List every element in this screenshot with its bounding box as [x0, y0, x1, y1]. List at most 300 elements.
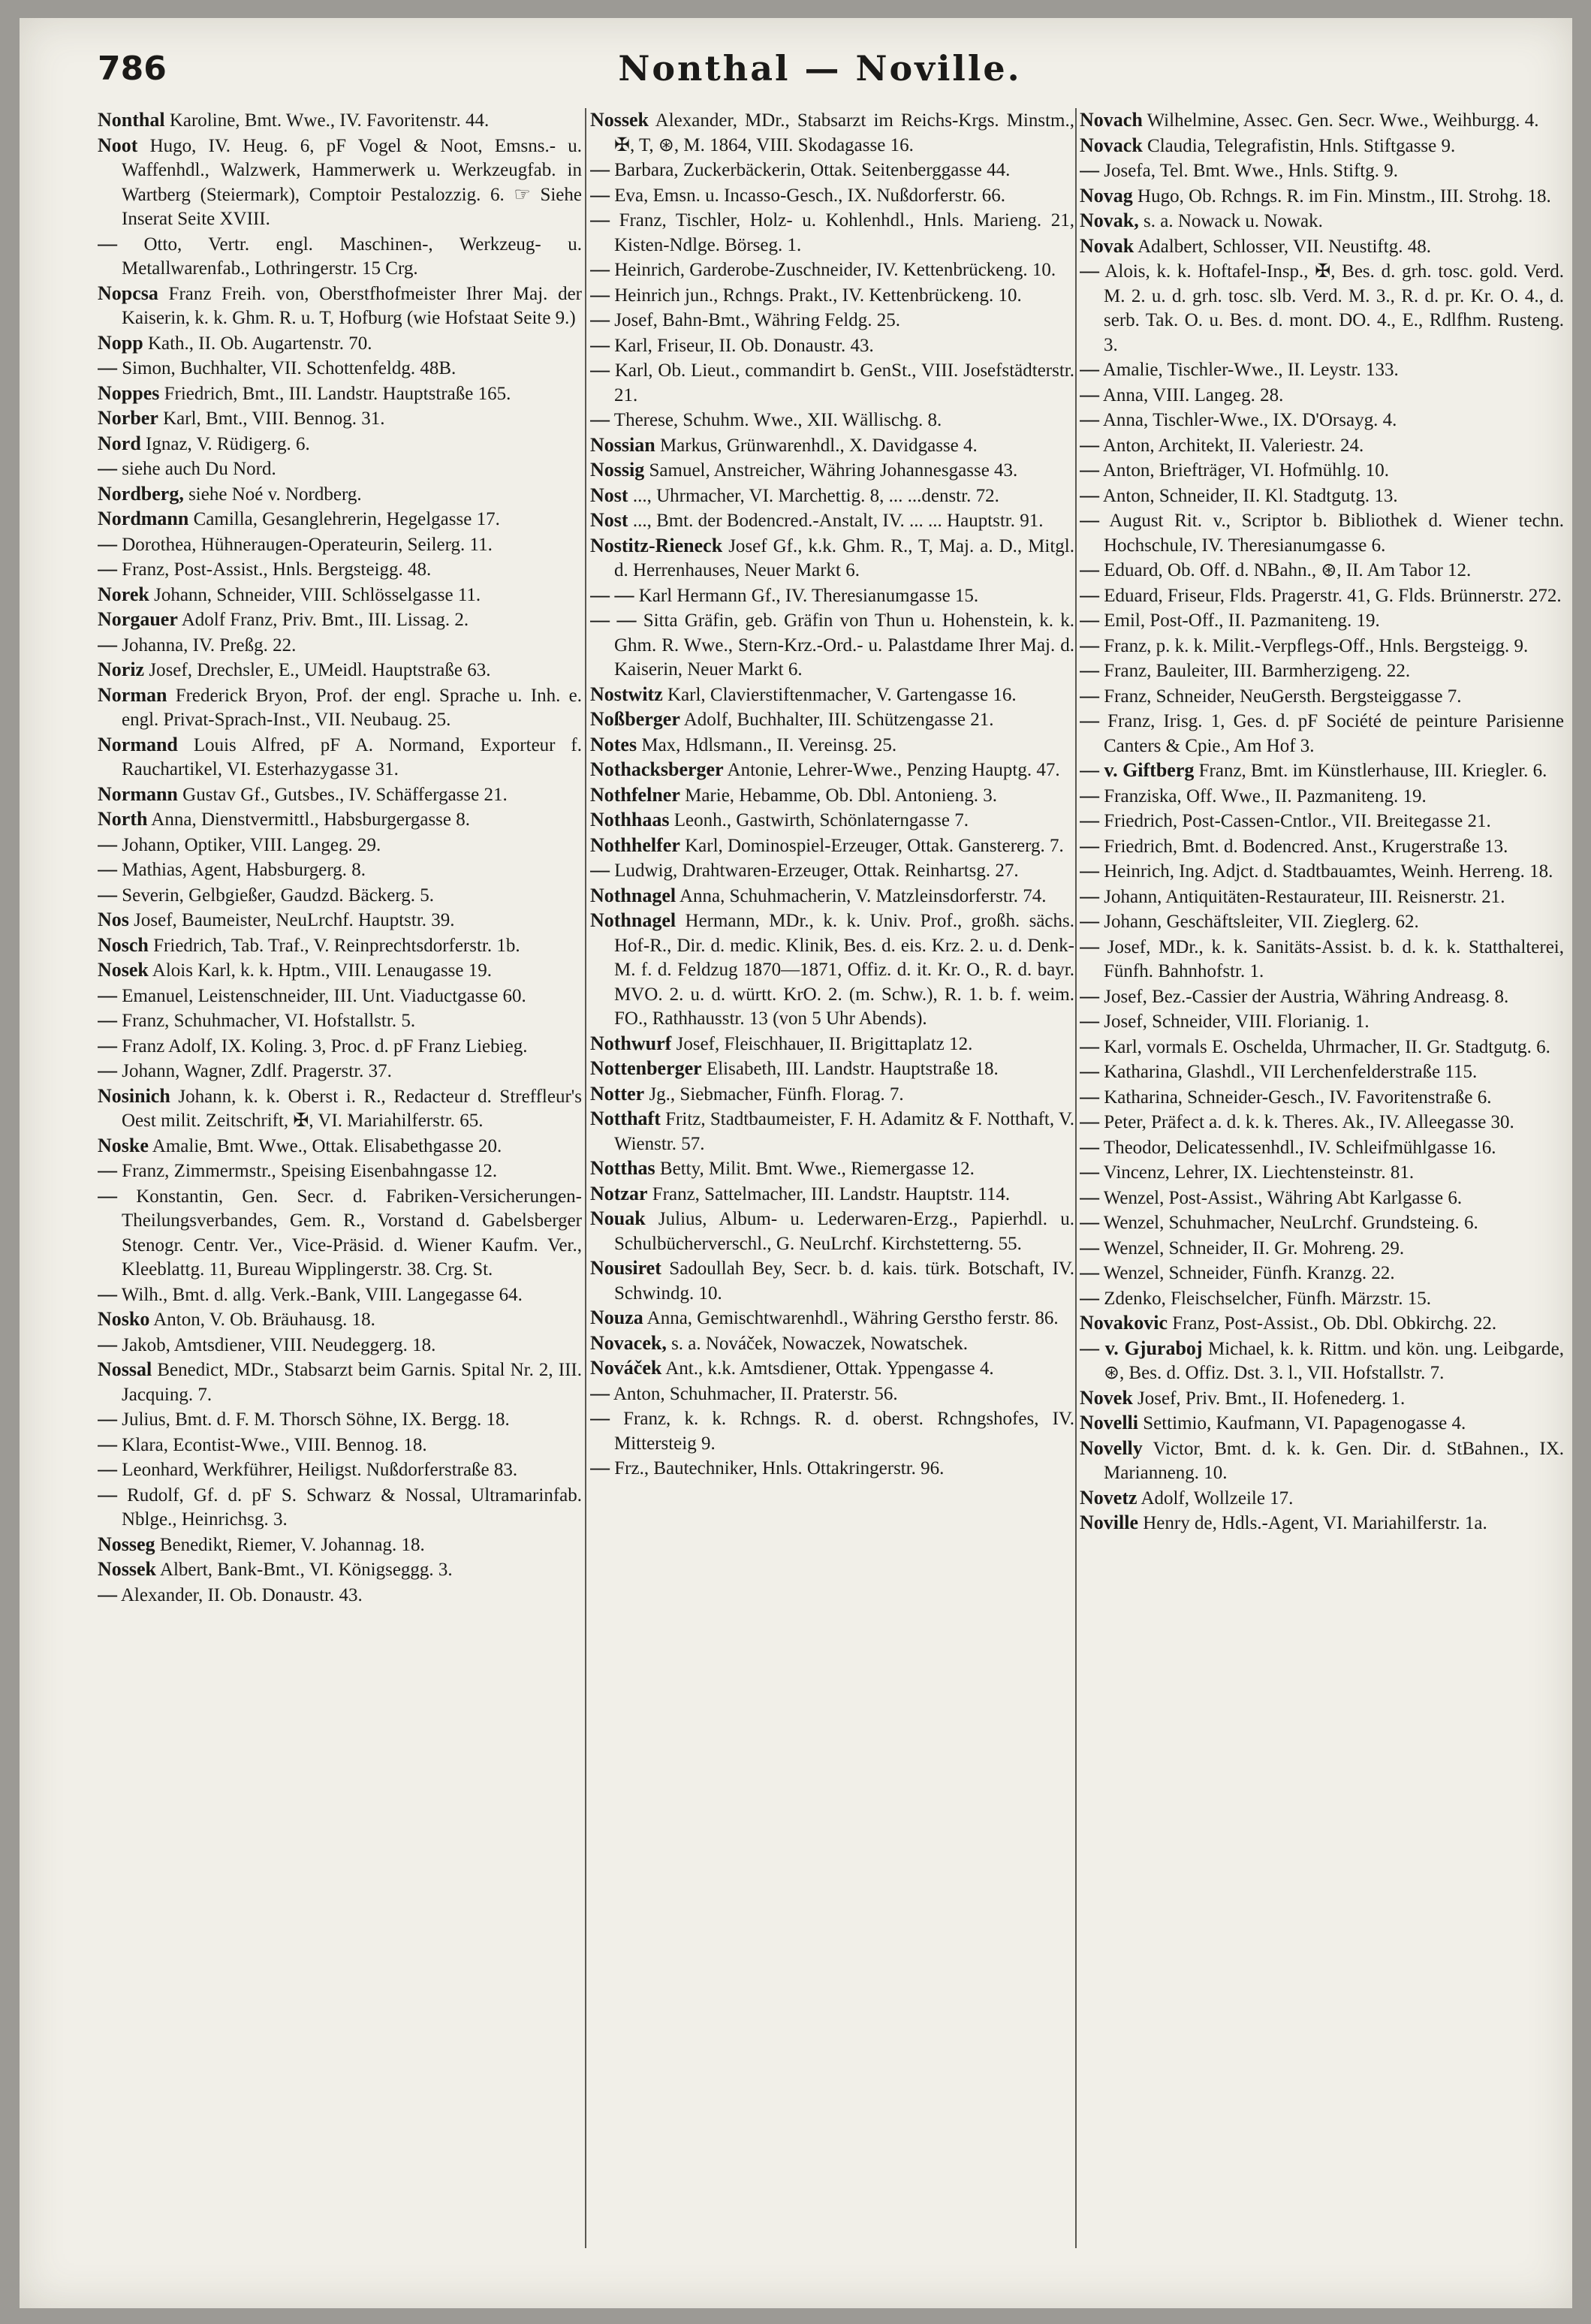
directory-entry — [1080, 709, 1564, 758]
directory-entry — [590, 258, 1074, 283]
directory-entry — [590, 1356, 1074, 1382]
entry-text: Antonie, Lehrer-Wwe., Penzing Hauptg. 47. — [723, 760, 1060, 780]
directory-entry — [1080, 834, 1564, 860]
directory-entry — [1080, 1135, 1564, 1161]
directory-entry — [98, 1483, 582, 1533]
entry-text: Franziska, Off. Wwe., II. Pazmaniteng. 19. — [1099, 785, 1427, 806]
directory-entry — [1080, 984, 1564, 1010]
entry-name: — — [1080, 1236, 1099, 1258]
entry-text: Claudia, Telegrafistin, Hnls. Stiftgasse 9. — [1142, 135, 1456, 156]
directory-entry — [1080, 1411, 1564, 1436]
entry-name: — — [98, 833, 117, 855]
entry-text: Heinrich jun., Rchngs. Prakt., IV. Kettenbrückeng. 10. — [610, 285, 1022, 306]
entry-name: Noske — [98, 1134, 149, 1156]
entry-name: — — [1080, 609, 1099, 631]
directory-entry — [1080, 484, 1564, 509]
entry-name: Nosch — [98, 933, 149, 956]
entry-name: — — [1080, 1286, 1099, 1309]
directory-entry — [98, 1159, 582, 1184]
directory-entry — [98, 782, 582, 808]
directory-entry — [590, 108, 1074, 158]
entry-name: Nothhelfer — [590, 833, 680, 856]
entry-name: North — [98, 808, 148, 830]
directory-entry — [98, 1059, 582, 1084]
entry-text: Peter, Präfect a. d. k. k. Theres. Ak., IV. Alleegasse 30. — [1099, 1112, 1514, 1132]
directory-entry — [590, 1182, 1074, 1207]
entry-text: ..., Bmt. der Bodencred.-Anstalt, IV. ... ... Hauptstr. 91. — [628, 511, 1044, 531]
directory-entry — [98, 108, 582, 134]
directory-entry — [98, 883, 582, 909]
directory-entry — [590, 608, 1074, 683]
directory-entry — [1080, 784, 1564, 809]
entry-text: Franz, k. k. Rchngs. R. d. oberst. Rchngshofes, IV. Mittersteig 9. — [610, 1409, 1074, 1454]
entry-name: Notthaft — [590, 1108, 661, 1129]
entry-text: Alois, k. k. Hoftafel-Insp., ✠, Bes. d. grh. tosc. gold. Verd. M. 2. u. d. grh. tosc. slb. Verd. M. 3., R. d. pr. Kr. O. 4., d. serb. Tak. O. u. Bes. d. mont. DO. 4., E., Rdlfhm. Rusteng. 3. — [1099, 261, 1564, 355]
entry-name: — — [1080, 1135, 1099, 1158]
entry-name: Nonthal — [98, 109, 165, 131]
entry-name: — — [98, 532, 117, 555]
entry-name: — — [1080, 659, 1099, 681]
directory-entry — [590, 1456, 1074, 1482]
directory-entry — [98, 557, 582, 583]
directory-entry — [1080, 859, 1564, 885]
entry-text: Benedikt, Riemer, V. Johannag. 18. — [155, 1534, 425, 1555]
directory-entry — [98, 1034, 582, 1060]
entry-text: Friedrich, Bmt., III. Landstr. Hauptstraße 165. — [159, 383, 511, 404]
entry-text: Frederick Bryon, Prof. der engl. Sprache u. Inh. e. engl. Privat-Sprach-Inst., VII. Neubaug. 25. — [122, 685, 582, 730]
entry-text: Jakob, Amtsdiener, VIII. Neudeggerg. 18. — [117, 1334, 436, 1355]
entry-text: Alois Karl, k. k. Hptm., VIII. Lenaugasse 19. — [148, 960, 493, 981]
directory-entry — [1080, 1286, 1564, 1312]
entry-name: — — [1080, 1211, 1099, 1233]
entry-name: Nos — [98, 909, 129, 930]
directory-entry — [98, 1134, 582, 1159]
entry-name: — — [590, 408, 610, 430]
directory-entry — [590, 909, 1074, 1032]
entry-text: Sadoullah Bey, Secr. b. d. kais. türk. Botschaft, IV. Schwindg. 10. — [614, 1258, 1074, 1304]
directory-entry — [590, 1306, 1074, 1331]
entry-text: Karl, Clavierstiftenmacher, V. Gartengasse 16. — [662, 684, 1017, 705]
directory-entry — [98, 1358, 582, 1407]
directory-entry — [590, 1207, 1074, 1256]
directory-entry — [590, 1057, 1074, 1082]
entry-name: — — [590, 209, 610, 231]
entry-text: Heinrich, Garderobe-Zuschneider, IV. Kettenbrückeng. 10. — [610, 260, 1056, 280]
entry-name: — — [98, 1060, 117, 1081]
entry-name: Nousiret — [590, 1257, 661, 1279]
directory-entry — [590, 534, 1074, 583]
entry-name: — — [590, 258, 610, 280]
directory-entry — [98, 1307, 582, 1333]
entry-name: Nothnagel — [590, 909, 676, 931]
entry-name: — — [590, 359, 610, 381]
entry-name: Nossek — [98, 1558, 157, 1580]
entry-text: Albert, Bank-Bmt., VI. Königseggg. 3. — [156, 1560, 453, 1580]
entry-text: Amalie, Bmt. Wwe., Ottak. Elisabethgasse 20. — [148, 1135, 502, 1156]
directory-entry — [1080, 383, 1564, 408]
entry-name: — — [1080, 583, 1099, 606]
entry-text: Josef, Fleischhauer, II. Brigittaplatz 12. — [671, 1033, 973, 1054]
entry-text: Josef, Priv. Bmt., II. Hofenederg. 1. — [1132, 1388, 1406, 1409]
entry-text: Johann, Optiker, VIII. Langeg. 29. — [117, 834, 381, 855]
directory-entry — [590, 158, 1074, 183]
directory-entry — [590, 308, 1074, 333]
directory-entry — [98, 406, 582, 432]
entry-text: Karl, Friseur, II. Ob. Donaustr. 43. — [610, 335, 874, 356]
entry-name: — — [1080, 260, 1099, 282]
directory-entry — [590, 1382, 1074, 1407]
entry-text: Katharina, Schneider-Gesch., IV. Favoritenstraße 6. — [1099, 1087, 1492, 1108]
entry-text: Wenzel, Schneider, II. Gr. Mohreng. 29. — [1099, 1237, 1405, 1258]
entry-name: — — [1080, 809, 1099, 831]
directory-entry — [590, 484, 1074, 509]
entry-name: — v. Giftberg — [1080, 759, 1195, 781]
entry-name: — — [1080, 710, 1099, 731]
entry-text: Friedrich, Bmt. d. Bodencred. Anst., Krugerstraße 13. — [1099, 836, 1508, 857]
entry-name: — — [590, 333, 610, 356]
entry-text: Franz, Bmt. im Künstlerhause, III. Kriegler. 6. — [1194, 761, 1547, 781]
entry-name: — — [98, 1034, 117, 1057]
directory-entry — [1080, 433, 1564, 459]
column-left — [98, 108, 582, 2256]
directory-entry — [1080, 1035, 1564, 1060]
entry-name: — — [98, 1583, 117, 1605]
directory-entry — [98, 1008, 582, 1034]
entry-text: Emanuel, Leistenschneider, III. Unt. Viaductgasse 60. — [117, 985, 526, 1006]
entry-name: Nost — [590, 509, 628, 531]
directory-entry — [98, 833, 582, 858]
entry-name: Novach — [1080, 109, 1143, 131]
directory-entry — [1080, 458, 1564, 484]
entry-name: — — [98, 858, 117, 880]
entry-name: Nosseg — [98, 1533, 155, 1555]
directory-entry — [1080, 158, 1564, 184]
entry-text: Franz Freih. von, Oberstfhofmeister Ihrer Maj. der Kaiserin, k. k. Ghm. R. u. T, Hofburg (wie Hofstaat Seite 9.) — [122, 283, 582, 328]
directory-entry — [590, 458, 1074, 484]
entry-text: Franz, Irisg. 1, Ges. d. pF Société de peinture Parisienne Canters & Cpie., Am Hof 3. — [1099, 711, 1564, 756]
entry-text: Franz, Schuhmacher, VI. Hofstallstr. 5. — [117, 1011, 416, 1031]
entry-name: Notthas — [590, 1157, 655, 1179]
column-middle — [590, 108, 1074, 2256]
entry-text: Franz, Post-Assist., Ob. Dbl. Obkirchg. 22. — [1168, 1313, 1497, 1334]
entry-text: Josef Gf., k.k. Ghm. R., T, Maj. a. D., Mitgl. d. Herrenhauses, Neuer Markt 6. — [614, 535, 1074, 580]
entry-name: — — [1080, 358, 1099, 380]
directory-entry — [98, 134, 582, 232]
entry-text: Franz, Bauleiter, III. Barmherzigeng. 22. — [1099, 661, 1411, 681]
entry-name: — — [1080, 1186, 1099, 1208]
entry-name: — — [590, 1457, 610, 1478]
entry-name: — — [1080, 910, 1099, 932]
entry-text: Betty, Milit. Bmt. Wwe., Riemergasse 12. — [655, 1159, 975, 1179]
directory-entry — [98, 532, 582, 558]
entry-text: August Rit. v., Scriptor b. Bibliothek d. Wiener techn. Hochschule, IV. Theresianumgasse 6. — [1099, 511, 1564, 556]
entry-name: — — [98, 1333, 117, 1355]
entry-name: Novek — [1080, 1386, 1133, 1409]
entry-text: Eva, Emsn. u. Incasso-Gesch., IX. Nußdorferstr. 66. — [610, 185, 1005, 206]
entry-name: Notzar — [590, 1182, 648, 1204]
directory-entry — [590, 808, 1074, 833]
directory-entry — [1080, 1160, 1564, 1186]
entry-name: Notter — [590, 1082, 645, 1105]
entry-name: Nouak — [590, 1207, 646, 1229]
entry-name: Novakovic — [1080, 1312, 1168, 1334]
entry-text: Samuel, Anstreicher, Währing Johannesgasse 43. — [644, 460, 1018, 481]
directory-entry — [1080, 1009, 1564, 1035]
entry-text: Adolf, Wollzeile 17. — [1137, 1488, 1294, 1509]
entry-text: Michael, k. k. Rittm. und kön. ung. Leibgarde, ⊛, Bes. d. Offiz. Dst. 3. l., VII. Hofstallstr. 7. — [1104, 1338, 1564, 1383]
entry-text: Josef, Schneider, VIII. Florianig. 1. — [1099, 1011, 1370, 1032]
directory-entry — [1080, 1511, 1564, 1536]
directory-entry — [1080, 184, 1564, 209]
directory-entry — [98, 1184, 582, 1283]
entry-text: Max, Hdlsmann., II. Vereinsg. 25. — [637, 734, 897, 755]
directory-entry — [590, 208, 1074, 258]
entry-text: Karl, vormals E. Oschelda, Uhrmacher, II. Gr. Stadtgutg. 6. — [1099, 1036, 1550, 1057]
entry-name: — — [590, 283, 610, 306]
entry-name: Nostitz-Rieneck — [590, 534, 723, 556]
entry-text: Dorothea, Hühneraugen-Operateurin, Seilerg. 11. — [117, 534, 493, 555]
directory-entry — [1080, 1311, 1564, 1337]
directory-entry — [590, 1256, 1074, 1306]
directory-entry — [1080, 659, 1564, 684]
entry-text: Fritz, Stadtbaumeister, F. H. Adamitz & F. Notthaft, V. Wienstr. 57. — [614, 1109, 1074, 1154]
entry-text: Johanna, IV. Preßg. 22. — [117, 635, 297, 656]
entry-name: — v. Gjuraboj — [1080, 1337, 1203, 1359]
entry-name: Norber — [98, 407, 158, 429]
directory-entry — [1080, 634, 1564, 659]
entry-text: Anna, Gemischtwarenhdl., Währing Gerstho ferstr. 86. — [643, 1308, 1059, 1328]
entry-name: — — [1080, 935, 1099, 957]
entry-name: — — [590, 859, 610, 881]
entry-text: Eduard, Ob. Off. d. NBahn., ⊛, II. Am Tabor 12. — [1099, 560, 1472, 580]
entry-name: Nost — [590, 484, 628, 506]
entry-text: s. a. Nowack u. Nowak. — [1138, 211, 1323, 231]
entry-text: Franz Adolf, IX. Koling. 3, Proc. d. pF Franz Liebieg. — [117, 1035, 528, 1057]
directory-entry — [590, 1082, 1074, 1108]
entry-name: Noßberger — [590, 708, 680, 730]
directory-entry — [590, 1331, 1074, 1357]
entry-text: Wenzel, Post-Assist., Währing Abt Karlgasse 6. — [1099, 1187, 1463, 1208]
entry-text: Victor, Bmt. d. k. k. Gen. Dir. d. StBahnen., IX. Marianneng. 10. — [1104, 1438, 1564, 1483]
directory-entry — [1080, 1210, 1564, 1236]
entry-text: Anna, Tischler-Wwe., IX. D'Orsayg. 4. — [1099, 410, 1397, 430]
entry-text: Wenzel, Schuhmacher, NeuLrchf. Grundsteing. 6. — [1099, 1213, 1478, 1233]
entry-text: Franz, Zimmermstr., Speising Eisenbahngasse 12. — [117, 1161, 498, 1181]
entry-name: Norek — [98, 583, 149, 605]
entry-text: Alexander, MDr., Stabsarzt im Reichs-Krgs. Minstm., ✠, T, ⊛, M. 1864, VIII. Skodagasse 16. — [614, 110, 1074, 155]
directory-entry — [590, 1032, 1074, 1057]
directory-entry — [1080, 758, 1564, 784]
directory-entry — [1080, 1186, 1564, 1211]
directory-entry — [590, 707, 1074, 733]
directory-entry — [1080, 1486, 1564, 1512]
directory-entry — [1080, 1386, 1564, 1412]
entry-name: — — [1080, 984, 1099, 1007]
entry-name: — — [1080, 559, 1099, 580]
entry-name: — — [98, 1433, 117, 1455]
entry-name: Nothnagel — [590, 884, 676, 906]
entry-text: Camilla, Gesanglehrerin, Hegelgasse 17. — [188, 509, 500, 529]
directory-entry — [590, 683, 1074, 708]
directory-entry — [98, 984, 582, 1009]
entry-name: Novak — [1080, 234, 1134, 257]
directory-entry — [98, 331, 582, 357]
directory-entry — [98, 507, 582, 532]
entry-text: Katharina, Glashdl., VII Lerchenfelderstraße 115. — [1099, 1062, 1478, 1082]
directory-entry — [98, 232, 582, 282]
entry-name: Norgauer — [98, 608, 178, 630]
entry-text: Eduard, Friseur, Flds. Pragerstr. 41, G. Flds. Brünnerstr. 272. — [1099, 585, 1562, 606]
directory-entry — [590, 1107, 1074, 1156]
directory-entry — [1080, 809, 1564, 834]
entry-name: Nothhaas — [590, 809, 670, 830]
entry-text: Anton, Schneider, II. Kl. Stadtgutg. 13. — [1099, 485, 1398, 506]
directory-entry — [98, 1557, 582, 1583]
entry-name: Nord — [98, 432, 141, 454]
directory-entry — [98, 282, 582, 331]
entry-text: Josef, Baumeister, NeuLrchf. Hauptstr. 39. — [128, 910, 455, 930]
entry-text: Franz, Sattelmacher, III. Landstr. Hauptstr. 114. — [647, 1183, 1011, 1204]
directory-entry — [590, 358, 1074, 408]
entry-text: Anna, Schuhmacherin, V. Matzleinsdorferstr. 74. — [676, 885, 1047, 906]
entry-text: Simon, Buchhalter, VII. Schottenfeldg. 48B. — [117, 358, 457, 378]
entry-name: Noriz — [98, 659, 145, 680]
entry-name: Noot — [98, 134, 138, 156]
entry-text: Konstantin, Gen. Secr. d. Fabriken-Versicherungen-Theilungsverbandes, Gem. R., Vorstand d. Gabelsberger Stenogr. Centr. Ver., Vice-Präsid. d. Wiener Kaufm. Ver., Kleeblattg. 11, Bureau Wipplingerstr. 38. Crg. St. — [117, 1186, 582, 1280]
directory-entry — [98, 1283, 582, 1308]
entry-name: — — [98, 1483, 117, 1506]
directory-entry — [590, 733, 1074, 758]
directory-entry — [98, 933, 582, 959]
entry-name: — — [98, 1408, 117, 1430]
directory-entry — [1080, 583, 1564, 609]
directory-entry — [590, 408, 1074, 433]
directory-entry — [98, 457, 582, 482]
entry-text: Kath., II. Ob. Augartenstr. 70. — [143, 333, 372, 354]
entry-text: Josef, MDr., k. k. Sanitäts-Assist. b. d. k. k. Statthalterei, Fünfh. Bahnhofstr. 1. — [1099, 936, 1564, 981]
entry-text: Klara, Econtist-Wwe., VIII. Bennog. 18. — [117, 1434, 427, 1455]
entry-name: Novack — [1080, 134, 1143, 156]
entry-text: Gustav Gf., Gutsbes., IV. Schäffergasse 21. — [177, 784, 508, 805]
directory-entry — [590, 333, 1074, 359]
entry-text: Ludwig, Drahtwaren-Erzeuger, Ottak. Reinhartsg. 27. — [610, 861, 1019, 881]
entry-text: Amalie, Tischler-Wwe., II. Leystr. 133. — [1099, 360, 1399, 380]
entry-name: Novetz — [1080, 1486, 1138, 1509]
entry-name: — — [98, 1458, 117, 1480]
entry-text: Johann, Wagner, Zdlf. Pragerstr. 37. — [117, 1061, 392, 1081]
directory-entry — [1080, 1085, 1564, 1111]
entry-text: Settimio, Kaufmann, VI. Papagenogasse 4. — [1138, 1413, 1466, 1433]
entry-text: Otto, Vertr. engl. Maschinen-, Werkzeug- u. Metallwarenfab., Lothringerstr. 15 Crg. — [117, 234, 582, 279]
entry-name: — — [1080, 1161, 1099, 1183]
entry-text: Hugo, IV. Heug. 6, pF Vogel & Noot, Emsns.- u. Waffenhdl., Walzwerk, Hammerwerk u. Werkzeugfab. in Wartberg (Steiermark), Comptoir Pestalozzig. 6. ☞ Siehe Inserat Seite XVIII. — [122, 135, 582, 229]
entry-name: Nossig — [590, 459, 645, 481]
entry-text: Henry de, Hdls.-Agent, VI. Mariahilferstr. 1a. — [1138, 1513, 1487, 1533]
entry-text: Anna, VIII. Langeg. 28. — [1099, 384, 1284, 405]
entry-name: Nothwurf — [590, 1032, 672, 1054]
column-right — [1080, 108, 1564, 2256]
entry-name: — — [98, 232, 117, 255]
entry-text: Heinrich, Ing. Adjct. d. Stadtbauamtes, Weinh. Herreng. 18. — [1099, 861, 1553, 882]
entry-name: — — [1080, 1261, 1099, 1283]
entry-name: — — [98, 1283, 117, 1305]
entry-text: Julius, Bmt. d. F. M. Thorsch Söhne, IX. Bergg. 18. — [117, 1409, 510, 1430]
entry-name: — — [98, 883, 117, 906]
entry-text: s. a. Nováček, Nowaczek, Nowatschek. — [666, 1333, 969, 1354]
directory-entry — [590, 884, 1074, 909]
entry-name: Nossian — [590, 433, 655, 456]
entry-text: Therese, Schuhm. Wwe., XII. Wällischg. 8. — [610, 410, 942, 430]
directory-entry — [1080, 134, 1564, 159]
entry-name: — — [1080, 433, 1099, 456]
entry-text: Karl, Dominospiel-Erzeuger, Ottak. Ganstererg. 7. — [679, 835, 1064, 856]
entry-name: — — [1080, 1085, 1099, 1108]
entry-text: Franz, p. k. k. Milit.-Verpflegs-Off., Hnls. Bergsteigg. 9. — [1099, 635, 1529, 656]
directory-entry — [98, 1333, 582, 1358]
directory-entry — [1080, 234, 1564, 260]
directory-entry — [1080, 259, 1564, 357]
directory-entry — [1080, 1110, 1564, 1135]
entry-text: Anton, Briefträger, VI. Hofmühlg. 10. — [1099, 460, 1389, 481]
entry-name: Nopp — [98, 331, 143, 354]
directory-entry — [1080, 885, 1564, 910]
entry-name: — — [1080, 784, 1099, 806]
entry-text: Ant., k.k. Amtsdiener, Ottak. Yppengasse 4. — [661, 1358, 994, 1379]
entry-text: Mathias, Agent, Habsburgerg. 8. — [117, 860, 366, 880]
entry-text: Benedict, MDr., Stabsarzt beim Garnis. Spital Nr. 2, III. Jacquing. 7. — [122, 1360, 582, 1405]
entry-name: — — — [590, 609, 637, 631]
directory-entry — [98, 607, 582, 633]
entry-text: Franz, Schneider, NeuGersth. Bergsteiggasse 7. — [1099, 686, 1462, 707]
directory-entry — [1080, 1261, 1564, 1286]
entry-text: Frz., Bautechniker, Hnls. Ottakringerstr. 96. — [610, 1458, 945, 1478]
entry-text: Sitta Gräfin, geb. Gräfin von Thun u. Hohenstein, k. k. Ghm. R. Wwe., Stern-Krz.-Ord.- u. Palastdame Ihrer Maj. d. Kaiserin, Neuer Markt 6. — [614, 610, 1074, 680]
entry-name: Nossal — [98, 1358, 152, 1380]
entry-name: — — [1080, 684, 1099, 707]
entry-name: — — [98, 357, 117, 378]
entry-name: Novak, — [1080, 209, 1139, 231]
entry-text: Anton, Architekt, II. Valeriestr. 24. — [1099, 435, 1364, 456]
entry-text: Emil, Post-Off., II. Pazmaniteng. 19. — [1099, 610, 1380, 631]
directory-entry — [590, 833, 1074, 859]
entry-name: — — [590, 158, 610, 180]
directory-entry — [98, 858, 582, 883]
entry-name: Nottenberger — [590, 1057, 702, 1079]
entry-text: Johann, k. k. Oberst i. R., Redacteur d. Streffleur's Oest milit. Zeitschrift, ✠, VI. Mariahilferstr. 65. — [122, 1086, 582, 1131]
entry-name: Notes — [590, 733, 637, 755]
directory-entry — [1080, 608, 1564, 634]
entry-name: — — [98, 1184, 117, 1207]
directory-entry — [1080, 357, 1564, 383]
entry-name: — — [1080, 1060, 1099, 1082]
entry-name: — — [590, 1407, 610, 1429]
directory-entry — [98, 908, 582, 933]
entry-text: Karl, Bmt., VIII. Bennog. 31. — [158, 408, 385, 429]
entry-text: Karoline, Bmt. Wwe., IV. Favoritenstr. 44. — [164, 110, 490, 131]
entry-name: Nordberg, — [98, 482, 184, 505]
entry-name: — — [98, 984, 117, 1006]
directory-page — [20, 18, 1572, 2308]
entry-name: — — [1080, 834, 1099, 857]
entry-text: siehe auch Du Nord. — [117, 459, 276, 479]
entry-name: Nothacksberger — [590, 758, 724, 780]
directory-entry — [98, 583, 582, 608]
entry-text: Friedrich, Tab. Traf., V. Reinprechtsdorferstr. 1b. — [148, 935, 520, 956]
entry-name: Nosek — [98, 959, 149, 981]
directory-entry — [98, 1583, 582, 1608]
directory-entry — [1080, 508, 1564, 558]
entry-text: Wenzel, Schneider, Fünfh. Kranzg. 22. — [1099, 1263, 1395, 1283]
